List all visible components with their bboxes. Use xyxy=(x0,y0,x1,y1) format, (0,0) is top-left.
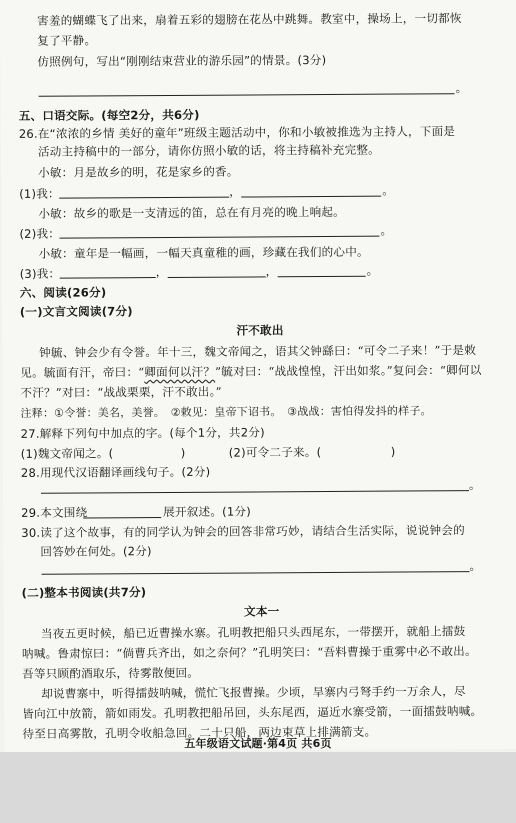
classical-text-line: 钟毓、钟会少有令誉。年十三，魏文帝闻之，语其父钟繇曰：“可令二子来！”于是敕 xyxy=(39,343,477,360)
answer-line[interactable] xyxy=(42,571,470,575)
question-text: 回答妙在何处。(2分) xyxy=(40,544,152,559)
question-text: 30.读了这个故事，有的同学认为钟会的回答非常巧妙，请结合生活实际，说说钟会的 xyxy=(21,523,465,540)
paren: ) xyxy=(390,444,396,459)
answer-line[interactable] xyxy=(59,197,229,199)
question-text: 28.用现代汉语翻译画线句子。(2分) xyxy=(20,464,211,480)
question-label: 29.本文围绕 xyxy=(21,505,88,520)
classical-text-line: 见。毓面有汗，帝曰：“卿面何以汗？”毓对曰：“战战惶惶，汗出如浆。”复问会：“卿何以 xyxy=(20,363,482,380)
subsection-heading: (二)整本书阅读(共7分) xyxy=(21,585,147,600)
question-text: (1)魏文帝闻之。( xyxy=(20,446,114,461)
answer-line[interactable] xyxy=(41,490,469,494)
question-text: 仿照例句，写出“刚刚结束营业的游乐园”的情景。(3分) xyxy=(37,53,327,69)
question-text: 展开叙述。(1分) xyxy=(163,504,251,520)
passage-title: 文本一 xyxy=(243,604,280,619)
classical-text-line: 不汗？”对曰：“战战栗栗，汗不敢出。” xyxy=(20,384,222,400)
example-line: 小敏：月是故乡的明，花是家乡的香。 xyxy=(38,164,239,180)
answer-line[interactable] xyxy=(60,277,156,279)
underlined-sentence: 卿面何以汗？ xyxy=(144,364,216,380)
page-footer: 五年级语文试题·第4页 共6页 xyxy=(184,737,332,750)
novel-text-line: 当夜五更时候，船已近曹操水寨。孔明教把船只头西尾东，一带摆开，就船上擂鼓 xyxy=(40,624,466,641)
period: 。 xyxy=(380,223,393,238)
section-heading: 六、阅读(26分) xyxy=(19,285,107,300)
question-label: (2)我： xyxy=(19,226,61,241)
comma: ， xyxy=(229,184,242,199)
scan-background xyxy=(0,752,516,823)
section-heading: 五、口语交际。(每空2分，共6分) xyxy=(18,107,200,123)
passage-title: 汗不敢出 xyxy=(236,323,284,338)
question-text: 活动主持稿中的一部分，请你仿照小敏的话，将主持稿补充完整。 xyxy=(37,142,380,159)
answer-line[interactable] xyxy=(39,93,455,97)
novel-text-line: 呐喊。鲁肃惊曰：“倘曹兵齐出，如之奈何？”孔明笑曰：“吾料曹操于重雾中必不敢出。 xyxy=(21,644,477,661)
question-text: 27.解释下列句中加点的字。(每个1分，共2分) xyxy=(20,425,265,441)
period: 。 xyxy=(382,183,395,198)
question-text: 26.在“浓浓的乡情 美好的童年”班级主题活动中，你和小敏被推选为主持人，下面是 xyxy=(18,124,456,141)
answer-line[interactable] xyxy=(168,276,266,278)
comma: ， xyxy=(265,264,278,279)
passage-line: 害羞的蝴蝶飞了出来，扇着五彩的翅膀在花丛中跳舞。教室中，操场上，一切都恢 xyxy=(37,11,462,28)
question-label: (3)我： xyxy=(19,266,61,281)
novel-text-line: 皆向江中放箭，箭如雨发。孔明教把船吊回，头东尾西，逼近水寨受箭，一面擂鼓呐喊。 xyxy=(22,704,483,721)
answer-line[interactable] xyxy=(59,236,379,239)
subsection-heading: (一)文言文阅读(7分) xyxy=(19,304,133,319)
period: 。 xyxy=(455,81,468,96)
answer-line[interactable] xyxy=(241,196,381,198)
answer-line[interactable] xyxy=(278,276,366,278)
paren: ) xyxy=(180,445,186,460)
example-line: 小敏：故乡的歌是一支清远的笛，总在有月亮的晚上响起。 xyxy=(38,204,345,221)
annotation: 注释：①令誉：美名，美誉。 ②敕见：皇帝下诏书。 ③战战：害怕得发抖的样子。 xyxy=(20,404,432,420)
period: 。 xyxy=(469,559,482,574)
comma: ， xyxy=(155,264,168,280)
passage-line: 复了平静。 xyxy=(37,33,97,48)
novel-text-line: 待至日高雾散，孔明令收船急回。二十只船，两边束草上排满箭支。 xyxy=(22,724,377,741)
novel-text-line: 却说曹寨中，听得擂鼓呐喊，慌忙飞报曹操。少顷，旱寨内弓弩手约一万余人，尽 xyxy=(41,684,466,701)
question-label: (1)我： xyxy=(19,186,60,201)
novel-text-line: 吾等只顾酌酒取乐，待雾散便回。 xyxy=(22,665,200,681)
example-line: 小敏：童年是一幅画，一幅天真童稚的画，珍藏在我们的心中。 xyxy=(38,244,369,261)
question-text: (2)可令二子来。( xyxy=(228,445,322,460)
period: 。 xyxy=(366,263,379,278)
answer-line[interactable] xyxy=(83,517,161,518)
period: 。 xyxy=(468,478,481,493)
